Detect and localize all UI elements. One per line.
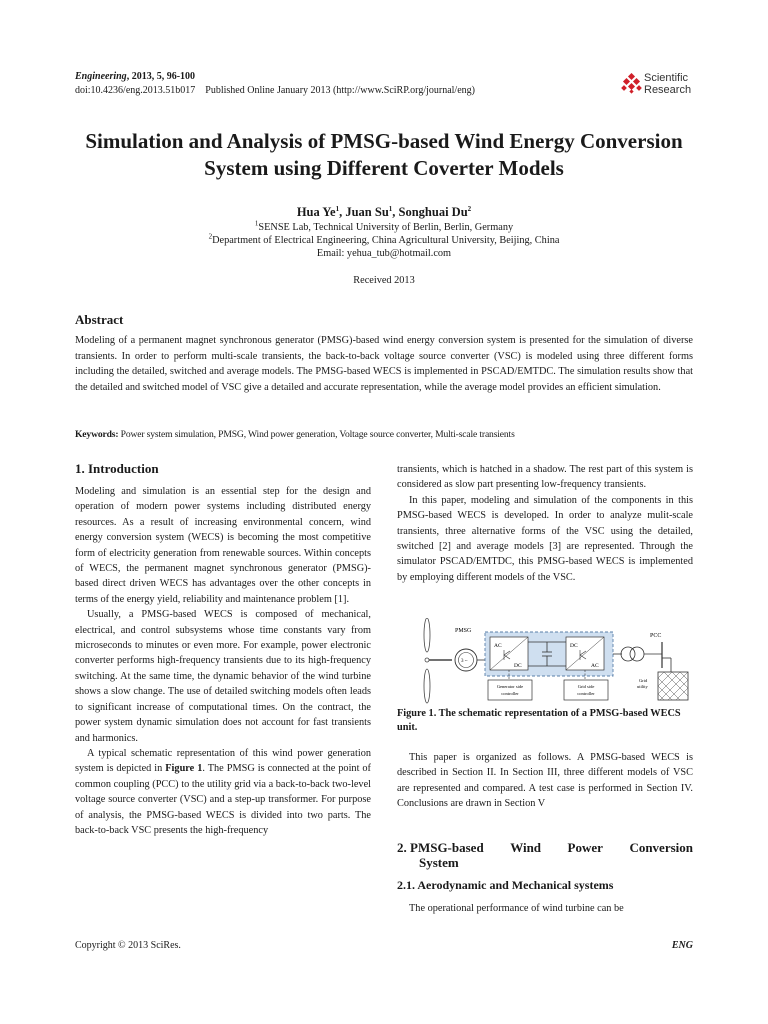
abstract-heading: Abstract: [75, 312, 124, 327]
paragraph: In this paper, modeling and simulation of the components in this PMSG-based WECS is developed. In order to analyze mulit-scale transients, three alternative forms of the VSC using the detailed, switched [2] and average models [3] are represented. Through the simulator PSCAD/EMTDC, this PMSG-based WECS is implemented by employing different models of the VSC.: [397, 494, 693, 583]
keywords-text: Power system simulation, PMSG, Wind power generation, Voltage source converter, Multi-scale transients: [118, 429, 515, 440]
journal-citation: [75, 71, 195, 82]
affil-mark: 1: [254, 219, 259, 228]
paragraph: transients, which is hatched in a shadow. The rest part of this system is considered as slow part presenting low-frequency transients.: [397, 464, 693, 491]
section-2-heading-line-1: [397, 840, 693, 855]
figure-1-reference[interactable]: Figure 1: [165, 763, 203, 775]
paragraph-text: A typical schematic representation of this wind power generation system is depicted in: [75, 747, 371, 775]
logo-word-scientific: Scientific: [644, 72, 689, 84]
paragraph: This paper is organized as follows. A PMSG-based WECS is described in Section II. In Section III, three different models of VSC are represented and compared. A test case is performed in Section IV. Conclusions are drawn in Section V: [397, 752, 693, 810]
section-2-1-heading: 2.1. Aerodynamic and Mechanical systems: [397, 878, 614, 892]
right-column-top: [397, 462, 693, 585]
paragraph: [75, 746, 371, 838]
generator-phase-label: 3 ~: [461, 659, 468, 664]
received-date: Received 2013: [353, 275, 415, 286]
generator-side-controller-box: [488, 680, 532, 700]
left-column: [75, 484, 371, 838]
heading-word: Power: [567, 840, 603, 855]
grid-utility-label: utility: [637, 684, 648, 689]
keywords: [75, 428, 693, 441]
author-name: Juan Su: [345, 205, 389, 219]
grid-ctrl-label-2: controller: [577, 691, 595, 696]
author-name: Songhuai Du: [398, 205, 468, 219]
paper-title: Simulation and Analysis of PMSG-based Wind Energy Conversion System using Different Coverter Models: [85, 129, 683, 180]
affiliation-1: [0, 219, 768, 233]
paragraph-text: . The PMSG is connected at the point of common coupling (PCC) to the utility grid via a back-to-back two-level voltage source converter (VSC) and a step-up transformer. For purpose of analysis, the PMSG-based WECS is divided into two parts. The back-to-back VSC presents the high-frequency: [75, 763, 371, 836]
grid-hatch-icon: [658, 672, 688, 700]
gen-ctrl-label-2: controller: [501, 691, 519, 696]
author-name: Hua Ye: [296, 205, 336, 219]
author-list: [0, 205, 768, 220]
inverter-dc-label: DC: [570, 643, 578, 649]
affil-mark: 2: [208, 232, 213, 241]
journal-abbreviation: ENG: [671, 940, 693, 951]
author-affil-mark: 1: [388, 204, 393, 213]
author-separator: ,: [339, 205, 346, 219]
section-2-heading: [397, 840, 693, 870]
author-affil-mark: 1: [335, 204, 340, 213]
journal-volume: , 2013, 5, 96-100: [126, 71, 196, 82]
gen-ctrl-label: Generator side: [496, 684, 524, 689]
grid-label: Grid: [639, 678, 648, 683]
author-affil-mark: 2: [467, 204, 472, 213]
copyright: Copyright © 2013 SciRes.: [75, 940, 181, 951]
scientific-research-logo-icon: [621, 73, 643, 95]
paragraph: The operational performance of wind turbine can be: [409, 903, 624, 914]
pcc-label: PCC: [650, 633, 662, 639]
affiliation-2: [0, 232, 768, 246]
paragraph: Usually, a PMSG-based WECS is composed of mechanical, electrical, and control subsystems whose time constants vary from microseconds to minutes or even more. For example, power electronic converter performs high-frequency transients due to its high-frequency switching. At the same time, the dynamic behavior of the wind turbine shows a slow change. The use of detailed switching models often leads to significant increase of computational times. On the contract, the power system dynamic simulation does not account for fast transients and harmonics.: [75, 609, 371, 744]
author-email: Email: yehua_tub@hotmail.com: [316, 248, 452, 259]
pmsg-label: PMSG: [455, 628, 472, 634]
grid-side-controller-box: [564, 680, 608, 700]
transformer-icon: [621, 647, 635, 661]
author-separator: ,: [392, 205, 399, 219]
publisher-logo: [621, 72, 701, 100]
abstract-text: Modeling of a permanent magnet synchronous generator (PMSG)-based wind energy conversion system is presented for the simulation of diverse transients. In order to perform multi-scale transients, the back-to-back voltage source converter (VSC) is modeled using three different forms including the detailed, switched and average models. The PMSG-based WECS is implemented in PSCAD/EMTDC. The simulation results show that the detailed and switched model of VSC give a detailed and accurate representation, while the average model provides an efficient simulation.: [75, 335, 693, 393]
journal-name: Engineering: [75, 71, 127, 82]
affil-text: Department of Electrical Engineering, China Agricultural University, Beijing, China: [212, 235, 560, 246]
figure-1-schematic: [400, 618, 692, 704]
heading-word: Wind: [510, 840, 542, 855]
heading-word: 2. PMSG-based: [397, 840, 484, 855]
published-online: Published Online January 2013 (http://www.SciRP.org/journal/eng): [205, 85, 475, 96]
doi: doi:10.4236/eng.2013.51b017: [75, 85, 196, 96]
transformer-winding-icon: [630, 647, 644, 661]
affil-text: SENSE Lab, Technical University of Berlin, Berlin, Germany: [258, 222, 514, 233]
converter-dc-label: DC: [514, 663, 522, 669]
doi-line: [75, 85, 475, 96]
inverter-ac-label: AC: [591, 663, 599, 669]
right-column-organization: [397, 750, 693, 812]
section-2-heading-line-2: System: [419, 855, 459, 870]
keywords-label: Keywords:: [75, 429, 119, 440]
grid-ctrl-label: Grid side: [577, 684, 595, 689]
section-1-heading: 1. Introduction: [75, 461, 159, 476]
figure-1-caption: Figure 1. The schematic representation of a PMSG-based WECS unit.: [397, 708, 681, 733]
logo-word-research: Research: [644, 84, 692, 96]
heading-word: Conversion: [629, 840, 693, 855]
paragraph: Modeling and simulation is an essential step for the design and operation of modern power systems including distributed energy resources. As a result of increasing environmental concern, wind energy conversion system (WECS) is becoming the most competitive form of electricity generation from renewable sources. Within concepts of WECS, the permanent magnet synchronous generator (PMSG)-based direct driven WECS has advantages over the other concepts in terms of the energy yield, reliability and maintenance problem [1].: [75, 486, 371, 605]
converter-ac-label: AC: [494, 643, 502, 649]
